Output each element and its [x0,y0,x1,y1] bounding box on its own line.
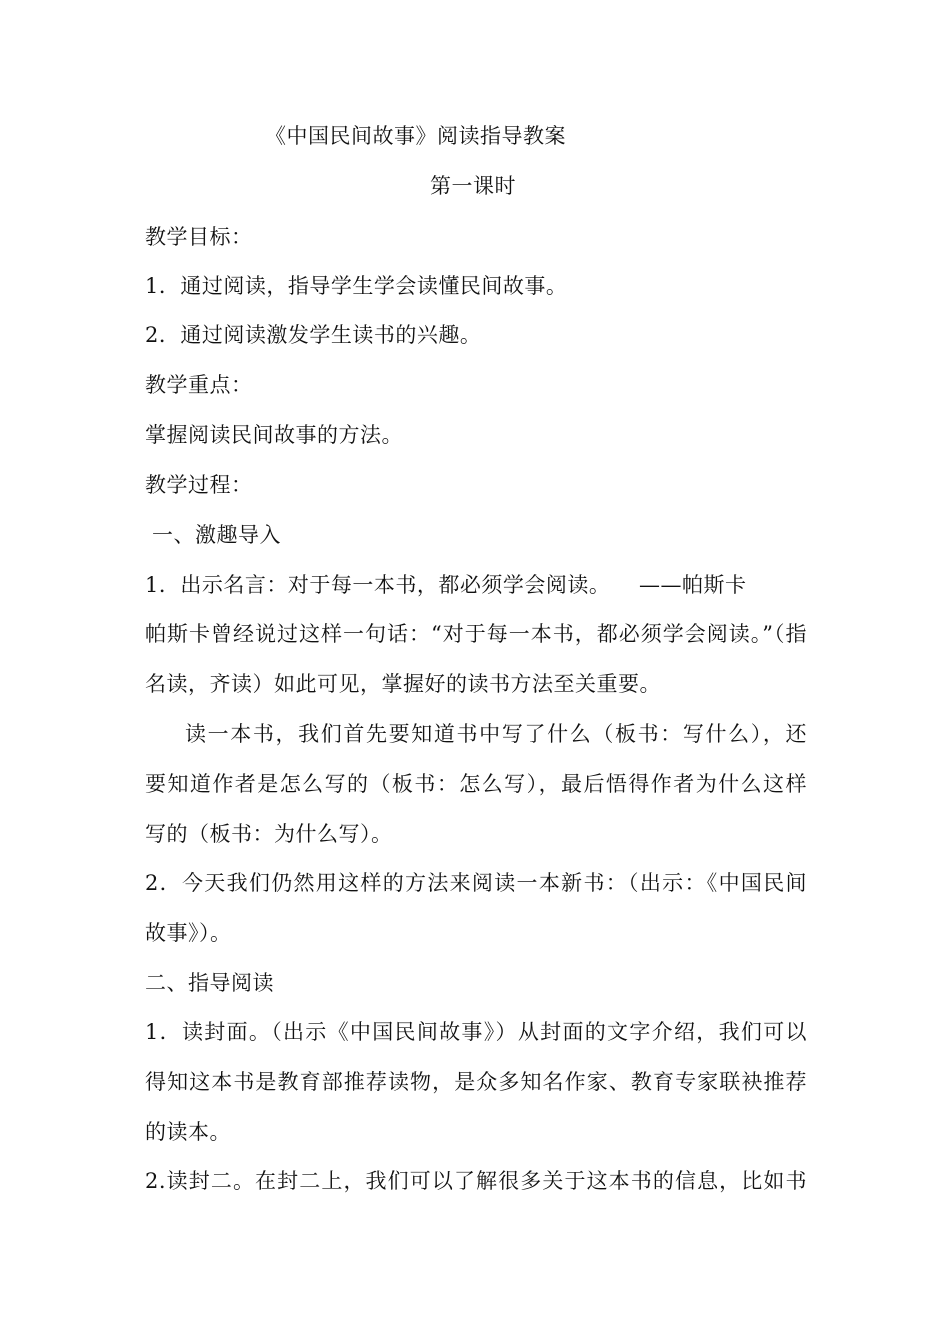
paragraph-line: 1．读封面。（出示《中国民间故事》）从封面的文字介绍，我们可以 [145,1020,807,1044]
paragraph-line: 2.读封二。在封二上，我们可以了解很多关于这本书的信息，比如书 [145,1169,807,1193]
section-heading-1: 一、激趣导入 [152,523,281,547]
objectives-heading: 教学目标： [145,225,253,249]
quote-line: 1．出示名言：对于每一本书，都必须学会阅读。 ——帕斯卡 [145,573,747,597]
paragraph-line: 得知这本书是教育部推荐读物，是众多知名作家、教育专家联袂推荐 [145,1070,807,1094]
paragraph-line: 读一本书，我们首先要知道书中写了什么（板书：写什么），还 [185,722,807,746]
process-heading: 教学过程： [145,473,253,497]
document-title: 《中国民间故事》阅读指导教案 [265,124,566,148]
paragraph-line: 2．今天我们仍然用这样的方法来阅读一本新书：（出示：《中国民间 [145,871,807,895]
paragraph-line: 要知道作者是怎么写的（板书：怎么写），最后悟得作者为什么这样 [145,772,807,796]
objective-item-1: 1．通过阅读，指导学生学会读懂民间故事。 [145,274,568,298]
paragraph-line: 的读本。 [145,1120,231,1144]
paragraph-line: 名读，齐读）如此可见，掌握好的读书方法至关重要。 [145,672,661,696]
paragraph-line: 写的（板书：为什么写）。 [145,822,393,846]
section-heading-2: 二、指导阅读 [145,971,274,995]
paragraph-line: 帕斯卡曾经说过这样一句话：“对于每一本书，都必须学会阅读。”（指 [145,622,807,646]
key-points-heading: 教学重点： [145,373,253,397]
key-point-text: 掌握阅读民间故事的方法。 [145,423,403,447]
paragraph-line: 故事》）。 [145,921,232,945]
objective-item-2: 2．通过阅读激发学生读书的兴趣。 [145,323,482,347]
lesson-subtitle: 第一课时 [430,174,516,198]
